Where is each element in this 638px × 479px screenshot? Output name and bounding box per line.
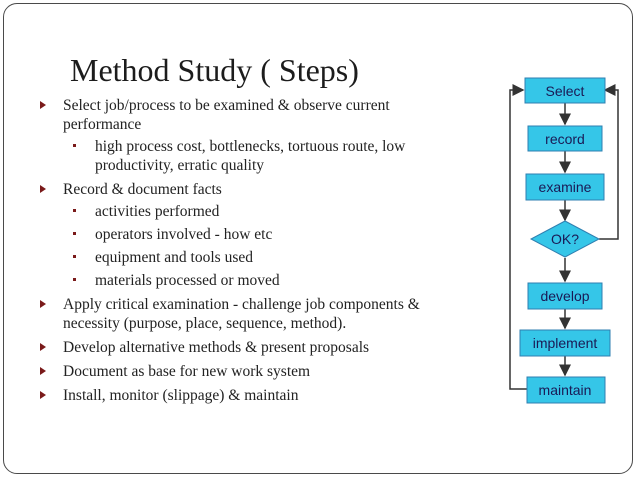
bullet-item-examine <box>38 295 463 333</box>
loop-arrow-right <box>599 90 618 239</box>
bullet-text: Develop alternative methods & present proposals <box>63 339 370 356</box>
sub-bullet-item: equipment and tools used <box>63 248 463 267</box>
flow-label-develop: develop <box>540 288 590 304</box>
bullet-item-develop <box>38 338 463 357</box>
flow-label-maintain: maintain <box>538 382 592 398</box>
bullet-text: Apply critical examination - challenge job components & necessity (purpose, place, sequence, method). <box>63 296 420 332</box>
bullet-text: Install, monitor (slippage) & maintain <box>63 387 299 404</box>
bullet-item-document <box>38 362 463 381</box>
flow-label-implement: implement <box>532 335 598 351</box>
sub-bullet-item: activities performed <box>63 202 463 221</box>
flow-label-ok: OK? <box>550 231 580 247</box>
sub-list <box>63 202 463 290</box>
bullet-list <box>38 96 463 410</box>
bullet-item-select <box>38 96 463 175</box>
sub-list <box>63 137 463 175</box>
sub-bullet-item: operators involved - how etc <box>63 225 463 244</box>
flow-label-examine: examine <box>538 179 592 195</box>
sub-bullet-item: materials processed or moved <box>63 271 463 290</box>
sub-bullet-item: high process cost, bottlenecks, tortuous route, low productivity, erratic quality <box>63 137 463 175</box>
flow-label-record: record <box>545 131 585 147</box>
flow-label-select: Select <box>545 83 585 99</box>
bullet-text: Select job/process to be examined & observe current performance <box>63 97 390 133</box>
bullet-text: Document as base for new work system <box>63 363 311 380</box>
bullet-item-record <box>38 180 463 290</box>
slide-title: Method Study ( Steps) <box>70 52 359 88</box>
bullet-text: Record & document facts <box>63 181 222 198</box>
flowchart <box>500 70 630 415</box>
bullet-item-install <box>38 386 463 405</box>
